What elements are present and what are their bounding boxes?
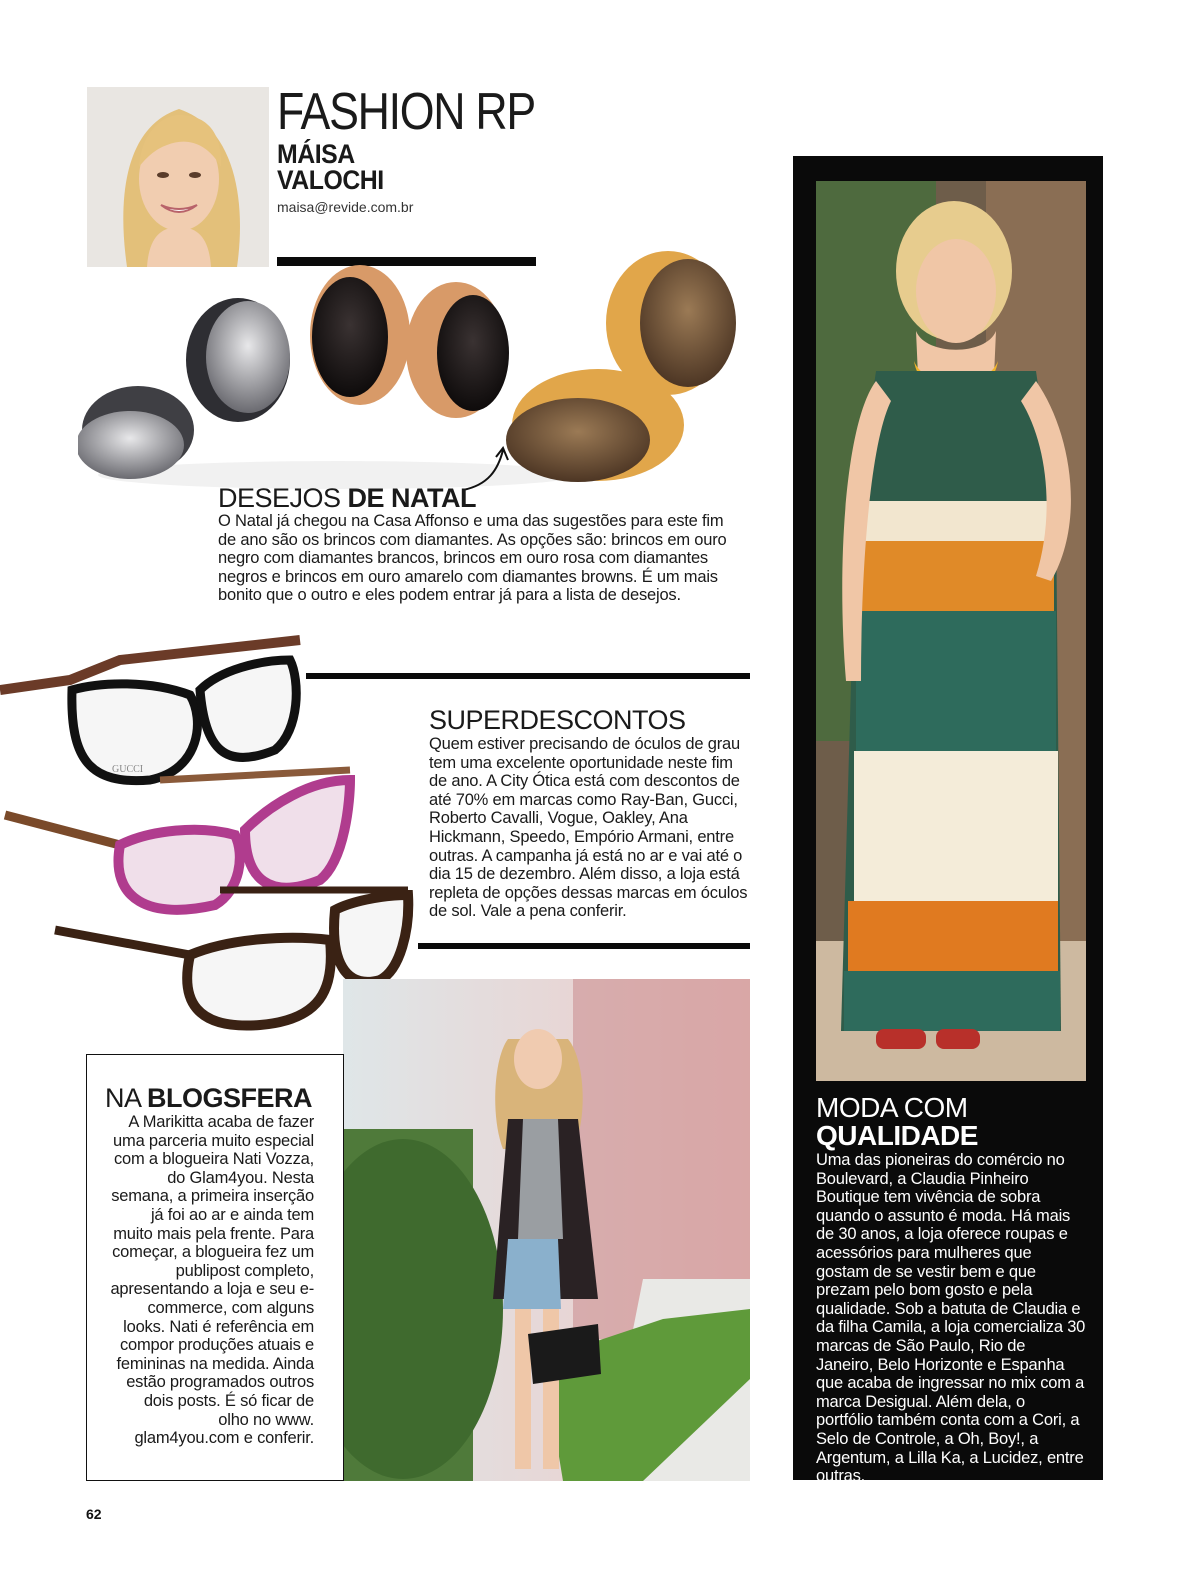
page-number: 62 bbox=[86, 1506, 102, 1522]
blogsfera-text bbox=[110, 1113, 314, 1448]
blogsfera-body: A Marikitta acaba de fazer uma parceria muito especial com a blogueira Nati Vozza, do Glam4you. Nesta semana, a primeira inserção já foi ao ar e ainda tem muito mais pela frente. Para começar, a blogueira fez um publipost completo, apresentando a loja e seu e-commerce, com alguns looks. Nati é referência em compor produções atuais e femininas na medida. Ainda estão programados outros dois posts. É só ficar de olho no www. glam4you.com e conferir. bbox=[110, 1113, 314, 1448]
gucci-engraving: GUCCI bbox=[112, 764, 144, 775]
superdescontos-bottom-rule bbox=[418, 943, 750, 949]
superdescontos-top-rule bbox=[306, 673, 750, 679]
blogsfera-title bbox=[96, 1084, 312, 1112]
boutique-owner-photo bbox=[816, 181, 1086, 1081]
glasses-photo bbox=[0, 620, 415, 1040]
blogsfera-title-bold: BLOGSFERA bbox=[146, 1083, 312, 1113]
blogsfera-title-light: NA bbox=[104, 1083, 147, 1113]
desejos-text bbox=[218, 512, 738, 605]
author-last-name: VALOCHI bbox=[277, 165, 384, 195]
moda-title-light: MODA COM bbox=[816, 1092, 968, 1123]
moda-title-bold: QUALIDADE bbox=[816, 1120, 978, 1151]
desejos-title-bold: DE NATAL bbox=[347, 483, 477, 513]
moda-text bbox=[816, 1151, 1086, 1486]
superdescontos-title: SUPERDESCONTOS bbox=[429, 705, 686, 735]
columnist-photo bbox=[87, 87, 269, 267]
earrings-photo bbox=[78, 245, 743, 495]
author-email[interactable]: maisa@revide.com.br bbox=[277, 199, 414, 215]
column-title: FASHION RP bbox=[277, 83, 535, 141]
desejos-title-light: DESEJOS bbox=[218, 483, 348, 513]
blogger-photo bbox=[343, 979, 750, 1481]
superdescontos-text bbox=[429, 735, 751, 921]
superdescontos-body: Quem estiver precisando de óculos de grau tem uma excelente oportunidade neste fim de ano. A City Ótica está com descontos de até 70% em marcas como Ray-Ban, Gucci, Roberto Cavalli, Vogue, Oakley, Ana Hickmann, Speedo, Empório Armani, entre outras. A campanha já está no ar e vai até o dia 15 de dezembro. Além disso, a loja está repleta de opções dessas marcas em óculos de sol. Vale a pena conferir. bbox=[429, 735, 748, 921]
desejos-body: O Natal já chegou na Casa Affonso e uma das sugestões para este fim de ano são os brincos com diamantes. As opções são: brincos em ouro negro com diamantes brancos, brincos em ouro rosa com diamantes negros e brincos em ouro amarelo com diamantes browns. É um mais bonito que o outro e eles podem entrar já para a lista de desejos. bbox=[218, 512, 727, 605]
moda-body: Uma das pioneiras do comércio no Boulevard, a Claudia Pinheiro Boutique tem vivência de sobra quando o assunto é moda. Há mais de 30 anos, a loja oferece roupas e acessórios para mulheres que gostam de se vestir bem e que prezam pelo bom gosto e pela qualidade. Sob a batuta de Claudia e da filha Camila, a loja comercializa 30 marcas de São Paulo, Rio de Janeiro, Belo Horizonte e Espanha que acaba de ingressar no mix com a marca Desigual. Além dela, o portfólio também conta com a Cori, a Selo de Controle, a Oh, Boy!, a Argentum, a Lilla Ka, a Lucidez, entre outras. bbox=[816, 1151, 1086, 1486]
author-first-name: MÁISA bbox=[277, 139, 355, 169]
desejos-title bbox=[218, 484, 476, 512]
